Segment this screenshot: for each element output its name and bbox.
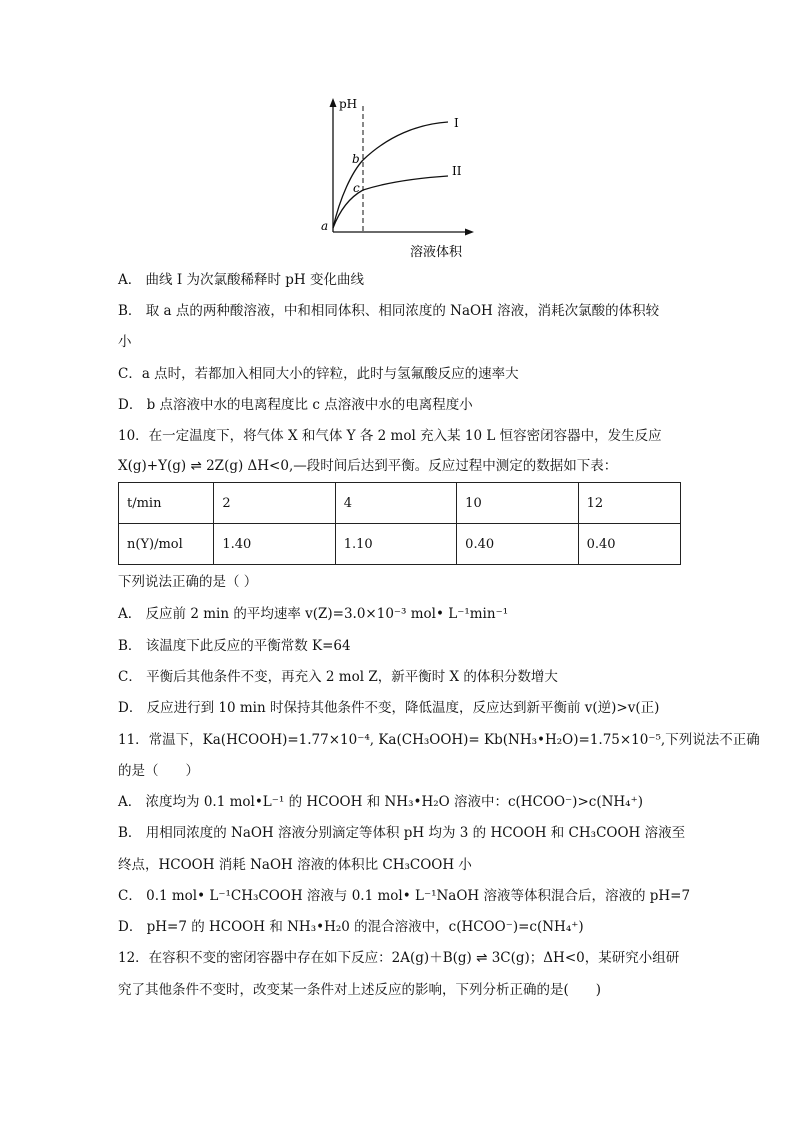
y-axis-label: pH <box>339 97 358 111</box>
q9-option-b-line1: B． 取 a 点的两种酸溶液，中和相同体积、相同浓度的 NaOH 溶液，消耗次氯酸的体积较 <box>118 303 660 319</box>
x-axis-label: 溶液体积 <box>410 245 463 260</box>
point-c-label: c <box>353 181 360 195</box>
q11-stem-line2: 的是（ ） <box>118 763 199 779</box>
q11-option-c: C． 0.1 mol• L⁻¹CH₃COOH 溶液与 0.1 mol• L⁻¹NaOH 溶液等体积混合后，溶液的 pH=7 <box>118 888 691 904</box>
q10-products: 2Z(g) ΔH<0,—段时间后达到平衡。反应过程中测定的数据如下表： <box>206 458 618 474</box>
point-b-label: b <box>352 152 360 166</box>
q10-stem-line2 <box>118 456 617 476</box>
curve-1 <box>333 122 448 228</box>
q9-option-a: A． 曲线 I 为次氯酸稀释时 pH 变化曲线 <box>118 272 364 288</box>
table-cell: 2 <box>214 483 335 524</box>
q11-option-d: D． pH=7 的 HCOOH 和 NH₃•H₂0 的混合溶液中，c(HCOO⁻)=c(NH₄⁺) <box>118 919 584 935</box>
q10-prompt: 下列说法正确的是（ ） <box>118 574 258 590</box>
x-axis-arrow <box>465 229 474 236</box>
table-cell: 1.10 <box>335 524 456 565</box>
ph-dilution-figure <box>318 92 483 262</box>
q11-option-b-line2: 终点，HCOOH 消耗 NaOH 溶液的体积比 CH₃COOH 小 <box>118 857 472 873</box>
q12-stem-line2: 究了其他条件不变时，改变某一条件对上述反应的影响，下列分析正确的是( ) <box>118 982 602 998</box>
table-cell: 4 <box>335 483 456 524</box>
q10-option-d: D． 反应进行到 10 min 时保持其他条件不变，降低温度，反应达到新平衡前 v(逆)>v(正) <box>118 700 660 716</box>
point-a-label: a <box>321 219 329 233</box>
table-cell: t/min <box>119 483 214 524</box>
q10-reactants: X(g)+Y(g) <box>118 458 187 474</box>
q9-option-b-line2: 小 <box>118 334 132 350</box>
q11-stem-line1: 11．常温下，Ka(HCOOH)=1.77×10⁻⁴, Ka(CH₃OOH)= Kb(NH₃•H₂O)=1.75×10⁻⁵,下列说法不正确 <box>118 732 760 748</box>
table-cell: 12 <box>578 483 680 524</box>
q10-option-a: A． 反应前 2 min 的平均速率 v(Z)=3.0×10⁻³ mol• L⁻¹min⁻¹ <box>118 606 509 622</box>
curve-2-label: II <box>452 164 462 178</box>
q11-option-b-line1: B． 用相同浓度的 NaOH 溶液分别滴定等体积 pH 均为 3 的 HCOOH 和 CH₃COOH 溶液至 <box>118 825 686 841</box>
table-cell: 1.40 <box>214 524 335 565</box>
q10-stem-line1: 10．在一定温度下，将气体 X 和气体 Y 各 2 mol 充入某 10 L 恒容密闭容器中，发生反应 <box>118 428 662 444</box>
q12-stem-line1 <box>118 948 679 968</box>
q12-reactants: 12．在容积不变的密闭容器中存在如下反应：2A(g)＋B(g) <box>118 950 472 966</box>
q9-option-d: D． b 点溶液中水的电离程度比 c 点溶液中水的电离程度小 <box>118 397 473 413</box>
q9-option-c: C．a 点时，若都加入相同大小的锌粒，此时与氢氟酸反应的速率大 <box>118 366 519 382</box>
table-cell: 10 <box>457 483 578 524</box>
table-row <box>119 483 681 524</box>
data-table <box>118 482 681 565</box>
q11-option-a: A． 浓度均为 0.1 mol•L⁻¹ 的 HCOOH 和 NH₃•H₂O 溶液中：c(HCOO⁻)>c(NH₄⁺) <box>118 794 643 810</box>
table-cell: 0.40 <box>578 524 680 565</box>
y-axis-arrow <box>330 98 337 107</box>
table-cell: 0.40 <box>457 524 578 565</box>
q12-products: 3C(g)；ΔH<0，某研究小组研 <box>491 950 680 966</box>
table-row <box>119 524 681 565</box>
equilibrium-arrow-icon: ⇌ <box>190 458 202 474</box>
curve-1-label: I <box>454 116 459 130</box>
table-cell: n(Y)/mol <box>119 524 214 565</box>
q10-option-c: C． 平衡后其他条件不变，再充入 2 mol Z，新平衡时 X 的体积分数增大 <box>118 669 558 685</box>
equilibrium-arrow-icon: ⇌ <box>476 950 488 966</box>
curve-2 <box>333 176 448 228</box>
q10-option-b: B． 该温度下此反应的平衡常数 K=64 <box>118 638 351 654</box>
